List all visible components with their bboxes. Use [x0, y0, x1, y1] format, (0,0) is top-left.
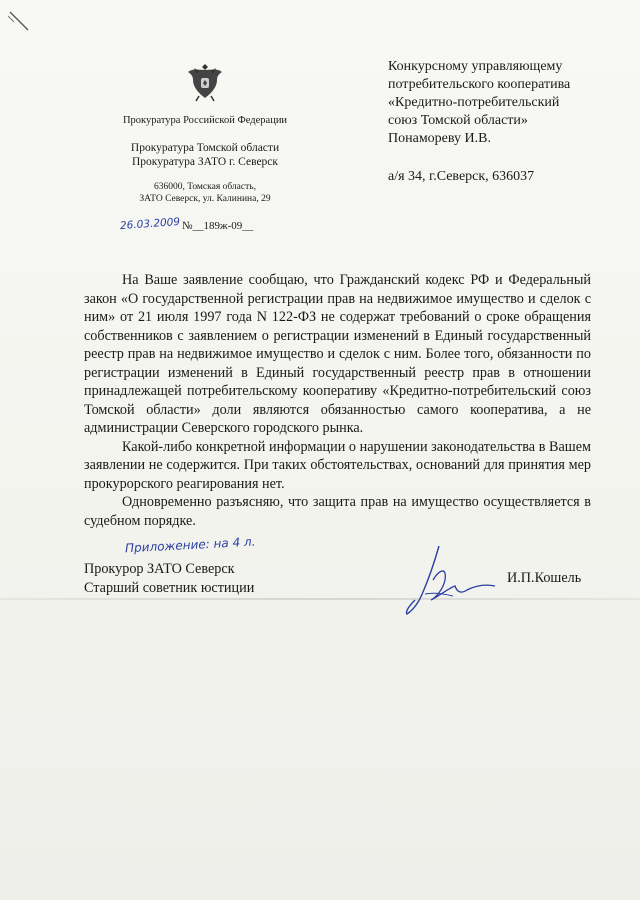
body-paragraph-3: Одновременно разъясняю, что защита прав на имущество осуществляется в судебном порядке.	[84, 494, 591, 529]
recipient-name: Понаморeву И.В.	[388, 131, 491, 146]
signatory-title	[84, 560, 254, 597]
recipient-line1: Конкурсному управляющему	[388, 59, 563, 74]
local-office-line: Прокуратура ЗАТО г. Северск	[132, 156, 278, 168]
registration-line	[100, 215, 310, 235]
recipient-line2: потребительского кооператива	[388, 77, 571, 92]
sender-address-line1: 636000, Томская область,	[154, 182, 256, 192]
sender-address	[100, 181, 310, 205]
recipient-block	[388, 58, 628, 186]
signatory-title-line2: Старший советник юстиции	[84, 579, 255, 596]
registration-number: №__189ж-09__	[182, 220, 254, 232]
handwritten-signature	[395, 540, 505, 620]
sender-address-line2: ЗАТО Северск, ул. Калинина, 29	[139, 194, 271, 204]
recipient-line3: «Кредитно-потребительский	[388, 95, 560, 110]
handwritten-attachment-note: Приложение: на 4 л.	[124, 534, 256, 556]
sender-block	[100, 60, 310, 235]
recipient-line4: союз Томской области»	[388, 113, 528, 128]
prosecutor-general-office: Прокуратура Российской Федерации	[122, 115, 288, 126]
recipient-address: а/я 34, г.Северск, 636037	[388, 169, 535, 184]
regional-office-line: Прокуратура Томской области	[130, 142, 280, 154]
regional-office	[100, 141, 310, 169]
body-paragraph-2: Какой-либо конкретной информации о нарушении законодательства в Вашем заявлении не содержится. При таких обстоятельствах, оснований для принятия мер прокурорского реагирования нет.	[84, 438, 591, 492]
signatory-title-line1: Прокурор ЗАТО Северск	[84, 561, 235, 577]
handwritten-date: 26.03.2009	[119, 215, 181, 233]
paper-fold	[0, 598, 640, 600]
coat-of-arms-icon	[185, 60, 225, 104]
staple-mark	[6, 6, 36, 36]
letter-body	[84, 271, 591, 530]
signatory-name: И.П.Кошель	[507, 570, 582, 586]
body-paragraph-1: На Ваше заявление сообщаю, что Гражданский кодекс РФ и Федеральный закон «О государственной регистрации прав на недвижимое имущество и сделок с ним» от 21 июля 1997 года N 122-ФЗ не содержат требований о сроке обращения собственников с заявлением о регистрации изменений в Единый государственный реестр прав на недвижимое имущество и сделок с ним. Более того, обязанности по регистрации изменений в Единый государственный реестр прав в отношении принадлежащей потребительскому кооперативу «Кредитно-потребительский союз Томской области» доли являются обязанностью самого кооператива, а не администрации Северского городского рынка.	[84, 272, 591, 436]
